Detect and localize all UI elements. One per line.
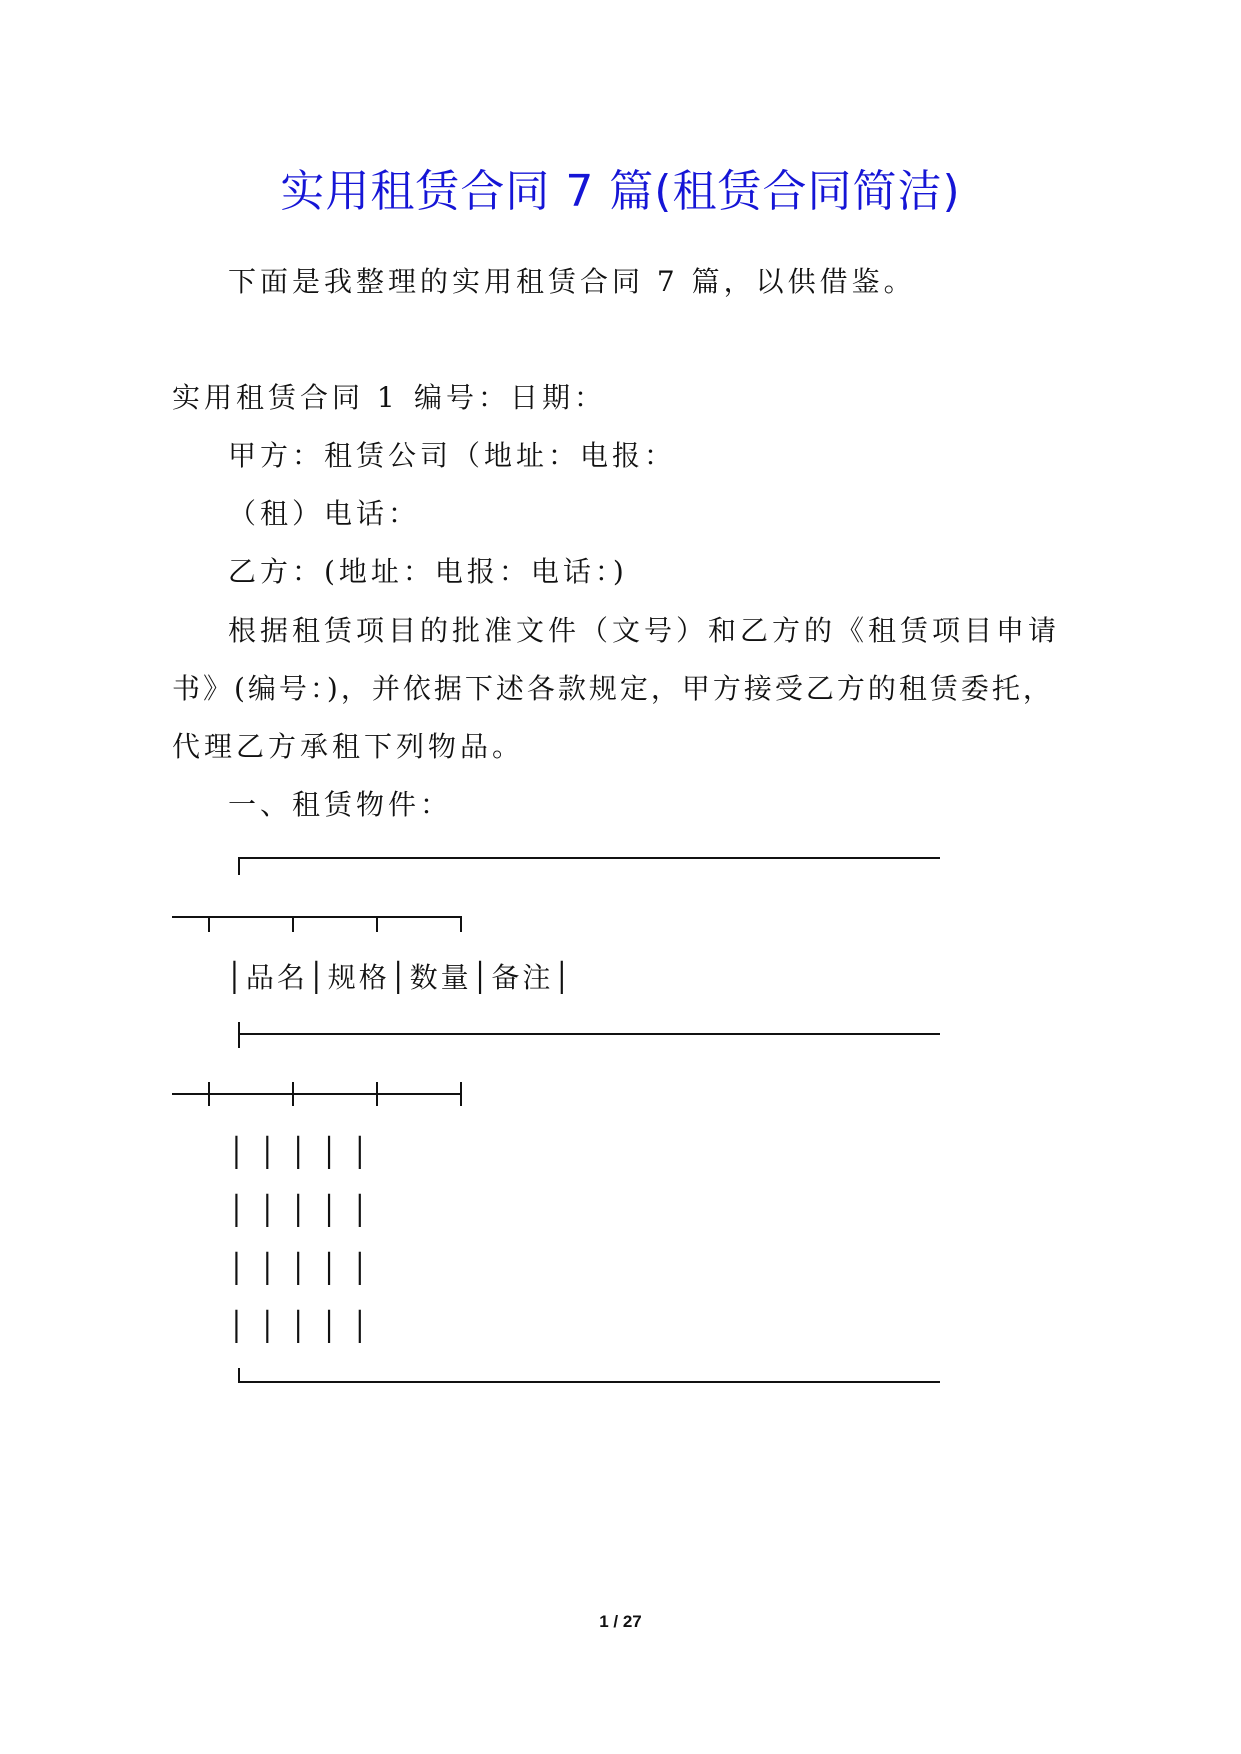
intro-paragraph: 下面是我整理的实用租赁合同 7 篇，以供借鉴。 (228, 265, 916, 298)
table-header-row: │品名│规格│数量│备注│ (226, 961, 574, 994)
table-row: │││││ (228, 1136, 383, 1169)
page-number: 1 / 27 (599, 1612, 642, 1631)
party-a-line: 甲方：租赁公司（地址：电报： (228, 439, 677, 472)
table-row: │││││ (228, 1310, 383, 1343)
contract-heading: 实用租赁合同 1 (172, 381, 399, 414)
table-row: │││││ (228, 1194, 383, 1227)
body-paragraph-line-2: 书》(编号：)，并依据下述各款规定，甲方接受乙方的租赁委托， (172, 672, 1054, 705)
party-b-line: 乙方：(地址：电报：电话：) (228, 555, 628, 588)
body-paragraph-line-1: 根据租赁项目的批准文件（文号）和乙方的《租赁项目申请 (228, 614, 1061, 647)
party-a-phone-line: （租）电话： (228, 497, 421, 530)
table-row: │││││ (228, 1252, 383, 1285)
body-paragraph-line-3: 代理乙方承租下列物品。 (172, 730, 525, 763)
section-heading-lease-items: 一、租赁物件： (228, 788, 453, 821)
number-date-line: 编号：日期： (414, 381, 607, 414)
document-title: 实用租赁合同 7 篇(租赁合同简洁) (280, 166, 961, 217)
